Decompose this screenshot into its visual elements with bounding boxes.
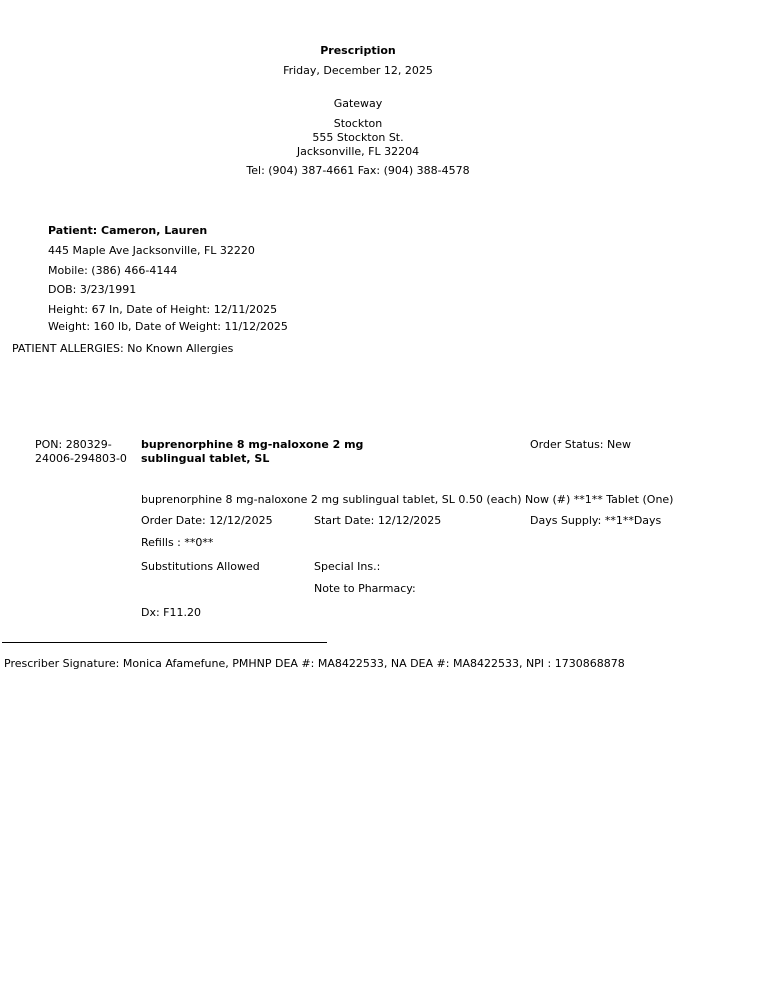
- order-status: Order Status: New: [530, 438, 632, 451]
- drug-name-line2: sublingual tablet, SL: [141, 452, 270, 465]
- patient-dob: DOB: 3/23/1991: [48, 283, 137, 296]
- patient-mobile: Mobile: (386) 466-4144: [48, 264, 178, 277]
- signature-line: [2, 642, 327, 643]
- order-pon-line1: PON: 280329-: [35, 438, 112, 451]
- days-supply: Days Supply: **1**Days: [530, 514, 662, 527]
- location-contact: Tel: (904) 387-4661 Fax: (904) 388-4578: [246, 164, 470, 177]
- organization-name: Gateway: [333, 97, 383, 110]
- patient-allergies: PATIENT ALLERGIES: No Known Allergies: [12, 342, 234, 355]
- patient-weight: Weight: 160 lb, Date of Weight: 11/12/2025: [48, 320, 288, 333]
- special-instructions: Special Ins.:: [314, 560, 381, 573]
- patient-address: 445 Maple Ave Jacksonville, FL 32220: [48, 244, 255, 257]
- diagnosis: Dx: F11.20: [141, 606, 202, 619]
- document-title: Prescription: [320, 44, 396, 57]
- document-date: Friday, December 12, 2025: [283, 64, 433, 77]
- location-name: Stockton: [333, 117, 383, 130]
- substitutions: Substitutions Allowed: [141, 560, 260, 573]
- patient-name: Patient: Cameron, Lauren: [48, 224, 208, 237]
- location-city-state-zip: Jacksonville, FL 32204: [296, 145, 420, 158]
- order-pon-line2: 24006-294803-0: [35, 452, 127, 465]
- location-street: 555 Stockton St.: [312, 131, 404, 144]
- order-sig: buprenorphine 8 mg-naloxone 2 mg sublingual tablet, SL 0.50 (each) Now (#) **1** Tablet (One): [141, 493, 674, 506]
- prescriber-signature: Prescriber Signature: Monica Afamefune, PMHNP DEA #: MA8422533, NA DEA #: MA8422533, NPI : 1730868878: [4, 657, 625, 670]
- patient-height: Height: 67 In, Date of Height: 12/11/2025: [48, 303, 278, 316]
- note-to-pharmacy: Note to Pharmacy:: [314, 582, 416, 595]
- refills: Refills : **0**: [141, 536, 214, 549]
- drug-name-line1: buprenorphine 8 mg-naloxone 2 mg: [141, 438, 364, 451]
- order-date: Order Date: 12/12/2025: [141, 514, 273, 527]
- start-date: Start Date: 12/12/2025: [314, 514, 442, 527]
